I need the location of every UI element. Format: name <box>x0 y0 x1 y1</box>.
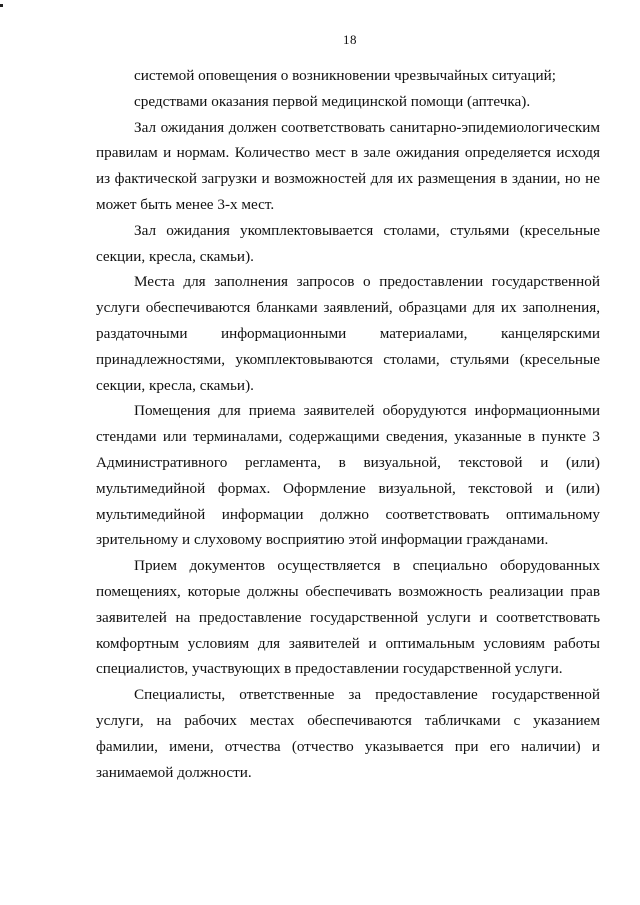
paragraph-specialist-nameplates: Специалисты, ответственные за предоставление государственной услуги, на рабочих местах обеспечиваются табличками с указанием фамилии, имени, отчества (отчество указывается при его наличии) и занимаемой должности. <box>96 686 600 781</box>
paragraph-waiting-hall-norms: Зал ожидания должен соответствовать санитарно-эпидемиологическим правилам и нормам. Количество мест в зале ожидания определяется исходя из фактической загрузки и возможностей для их размещения в здании, но не может быть менее 3-х мест. <box>96 118 600 213</box>
paragraph-document-reception: Прием документов осуществляется в специально оборудованных помещениях, которые должны обеспечивать возможность реализации прав заявителей на предоставление государственной услуги и соответствовать комфортным условиям для заявителей и оптимальным условиям работы специалистов, участвующих в предоставлении государственной услуги. <box>96 557 600 678</box>
paragraph-request-filling-places: Места для заполнения запросов о предоставлении государственной услуги обеспечиваются бланками заявлений, образцами для их заполнения, раздаточными информационными материалами, канцелярскими принадлежностями, укомплектовываются столами, стульями (кресельные секции, кресла, скамьи). <box>96 273 600 394</box>
list-line-first-aid: средствами оказания первой медицинской помощи (аптечка). <box>134 92 531 110</box>
page-number: 18 <box>343 32 357 47</box>
paragraph-waiting-hall-furniture: Зал ожидания укомплектовывается столами, стульями (кресельные секции, кресла, скамьи). <box>96 221 600 265</box>
scan-corner-mark <box>0 4 3 7</box>
paragraph-reception-rooms: Помещения для приема заявителей оборудуются информационными стендами или терминалами, содержащими сведения, указанные в пункте 3 Административного регламента, в визуальной, текстовой и (или) мультимедийной формах. Оформление визуальной, текстовой и (или) мультимедийной информации должно соответствовать оптимальному зрительному и слуховому восприятию этой информации гражданами. <box>96 402 600 549</box>
list-line-alert-system: системой оповещения о возникновении чрезвычайных ситуаций; <box>134 67 556 84</box>
document-body <box>96 63 600 785</box>
